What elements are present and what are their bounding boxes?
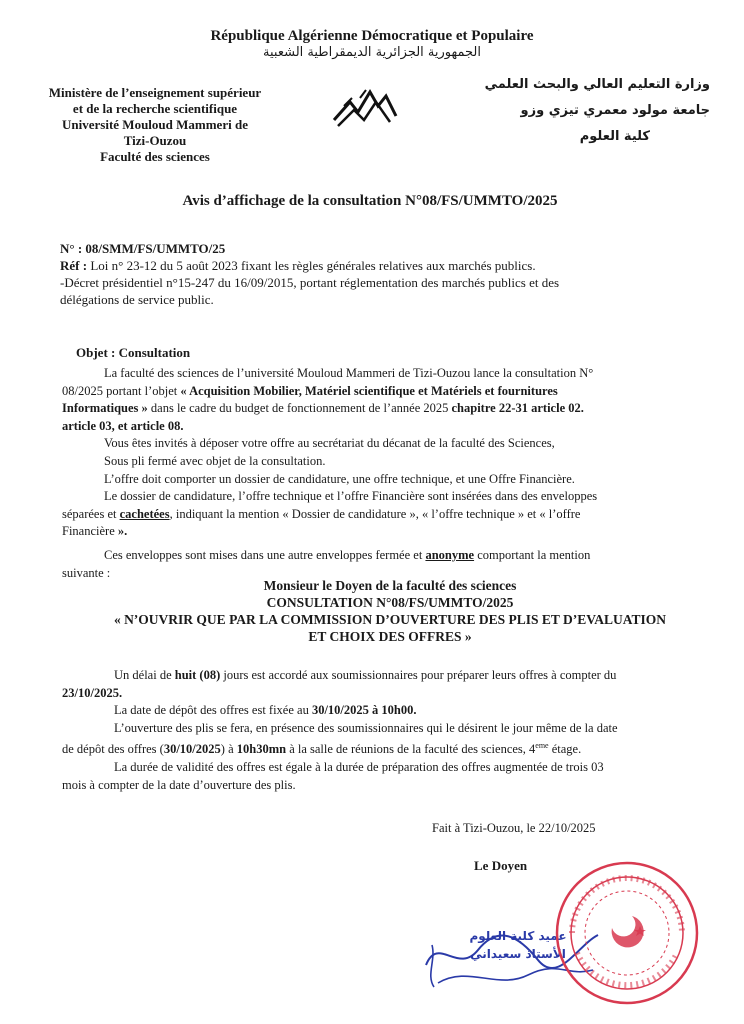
object-p1-line-3 — [62, 400, 702, 418]
object-p5-financial: Financière — [62, 524, 118, 539]
object-chapter: chapitre 22-31 article 02. — [451, 401, 584, 416]
stamp-line-2: الأستاذ سعيداني — [470, 947, 566, 961]
condition-delay-date: 23/10/2025. — [62, 685, 123, 700]
condition-delay-days: huit (08) — [174, 668, 221, 682]
object-p5-text-c: , indiquant la mention « Dossier de candidature », « l’offre technique » et « l’offre — [169, 506, 581, 521]
object-label: Objet : Consultation — [76, 345, 191, 360]
reference-number: N° : 08/SMM/FS/UMMTO/25 — [60, 241, 226, 256]
university-logo — [330, 82, 402, 132]
object-p5-line-3 — [62, 523, 702, 541]
condition-deposit — [62, 702, 702, 720]
official-seal — [552, 858, 702, 1008]
object-p2: Vous êtes invités à déposer votre offre au secrétariat du décanat de la faculté des Sciences, — [104, 436, 555, 451]
envelope-mention — [60, 577, 720, 645]
ministry-line-1: Ministère de l’enseignement supérieur — [48, 85, 262, 100]
object-p6-text-a: Ces enveloppes sont mises dans une autre enveloppes fermée et — [104, 547, 426, 562]
faculty-line: Faculté des sciences — [100, 149, 210, 164]
condition-delay-line-1 — [62, 667, 702, 685]
university-ar: جامعة مولود معمري تيزي وزو — [520, 103, 710, 118]
object-p4: L’offre doit comporter un dossier de candidature, une offre technique, et une Offre Financière. — [104, 471, 575, 486]
university-line-1: Université Mouloud Mammeri de — [62, 117, 248, 132]
object-p1-line-1: La faculté des sciences de l’université Mouloud Mammeri de Tizi-Ouzou lance la consultation N° — [104, 366, 594, 380]
ministry-line-2: et de la recherche scientifique — [72, 101, 238, 116]
signatory: Le Doyen — [474, 858, 528, 873]
condition-opening-date: 30/10/2025 — [163, 742, 221, 757]
condition-opening-line-1: L’ouverture des plis se fera, en présence des soumissionnaires qui le désirent le jour même de la date — [114, 720, 618, 735]
condition-validity-line-2: mois à compter de la date d’ouverture des plis. — [62, 777, 296, 792]
object-p5-line-2 — [62, 506, 702, 524]
condition-deposit-text: La date de dépôt des offres est fixée au — [114, 703, 312, 718]
object-p6-line-1 — [62, 547, 702, 565]
object-p6-text-c: comportant la mention — [474, 547, 591, 562]
object-p5-sealed: cachetées — [119, 506, 170, 521]
faculty-ar: كلية العلوم — [579, 129, 650, 144]
condition-opening-text-c: ) à — [220, 742, 237, 757]
object-subject: « Acquisition Mobilier, Matériel scientifique et Matériels et fournitures — [177, 383, 558, 398]
condition-floor: étage. — [548, 742, 582, 757]
reference-label: Réf : — [60, 258, 88, 273]
ministry-block-ar — [440, 72, 710, 150]
mention-line-2: CONSULTATION N°08/FS/UMMTO/2025 — [266, 595, 514, 610]
stamp-line-1: عميد كلية العلوم — [469, 929, 567, 943]
object-p5-end: ». — [117, 524, 128, 539]
object-p1-line-2 — [62, 383, 702, 401]
reference-decree-line-1: -Décret présidentiel n°15-247 du 16/09/2015, portant réglementation des marchés publics et des — [60, 275, 560, 290]
condition-delay-text-a: Un délai de — [114, 668, 175, 682]
condition-floor-sup: eme — [535, 741, 549, 751]
condition-deposit-date: 30/10/2025 à 10h00. — [311, 703, 417, 718]
mention-line-3: « N’OUVRIR QUE PAR LA COMMISSION D’OUVERTURE DES PLIS ET D’EVALUATION — [113, 612, 667, 627]
object-p5-line-1: Le dossier de candidature, l’offre technique et l’offre Financière sont insérées dans des enveloppes — [104, 489, 598, 504]
object-budget-text: dans le cadre du budget de fonctionnement de l’année 2025 — [147, 401, 452, 416]
condition-opening-time: 10h30mn — [236, 742, 287, 757]
object-p6-line-2: suivante : — [62, 565, 111, 580]
republic-title-fr: République Algérienne Démocratique et Populaire — [210, 28, 534, 44]
ministry-block-fr — [10, 85, 300, 165]
place-date: Fait à Tizi-Ouzou, le 22/10/2025 — [432, 821, 596, 835]
university-line-2: Tizi-Ouzou — [123, 133, 187, 148]
condition-opening-line-2 — [62, 737, 702, 759]
condition-validity-line-1: La durée de validité des offres est égale à la durée de préparation des offres augmentée de trois 03 — [114, 760, 604, 775]
reference-law-text: Loi n° 23-12 du 5 août 2023 fixant les règles générales relatives aux marchés publics. — [87, 258, 536, 273]
object-p1-line-4: article 03, et article 08. — [62, 418, 184, 433]
mention-line-4: ET CHOIX DES OFFRES » — [308, 629, 472, 644]
republic-title-ar: الجمهورية الجزائرية الديمقراطية الشعبية — [263, 45, 481, 60]
condition-delay-text-c: jours est accordé aux soumissionnaires pour préparer leurs offres à compter du — [220, 668, 617, 682]
reference-block — [60, 240, 700, 308]
mention-line-1: Monsieur le Doyen de la faculté des sciences — [263, 578, 517, 593]
ministry-ar: وزارة التعليم العالي والبحث العلمي — [484, 77, 710, 92]
seal-icon — [552, 858, 702, 1008]
object-body — [62, 365, 702, 582]
object-p3: Sous pli fermé avec objet de la consultation. — [104, 453, 326, 468]
object-p6-anonymous: anonyme — [425, 547, 475, 562]
reference-decree-line-2: délégations de service public. — [60, 292, 214, 307]
condition-opening-text-a: de dépôt des offres ( — [62, 742, 164, 757]
reference-law-line — [60, 257, 700, 274]
notice-title: Avis d’affichage de la consultation N°08/FS/UMMTO/2025 — [182, 193, 558, 209]
condition-opening-place: à la salle de réunions de la faculté des sciences, 4 — [286, 742, 536, 757]
object-subject-end: Informatiques » — [62, 401, 148, 416]
object-p5-text-a: séparées et — [62, 506, 120, 521]
conditions-body — [62, 667, 702, 794]
object-p1-text: 08/2025 portant l’objet — [62, 383, 178, 398]
